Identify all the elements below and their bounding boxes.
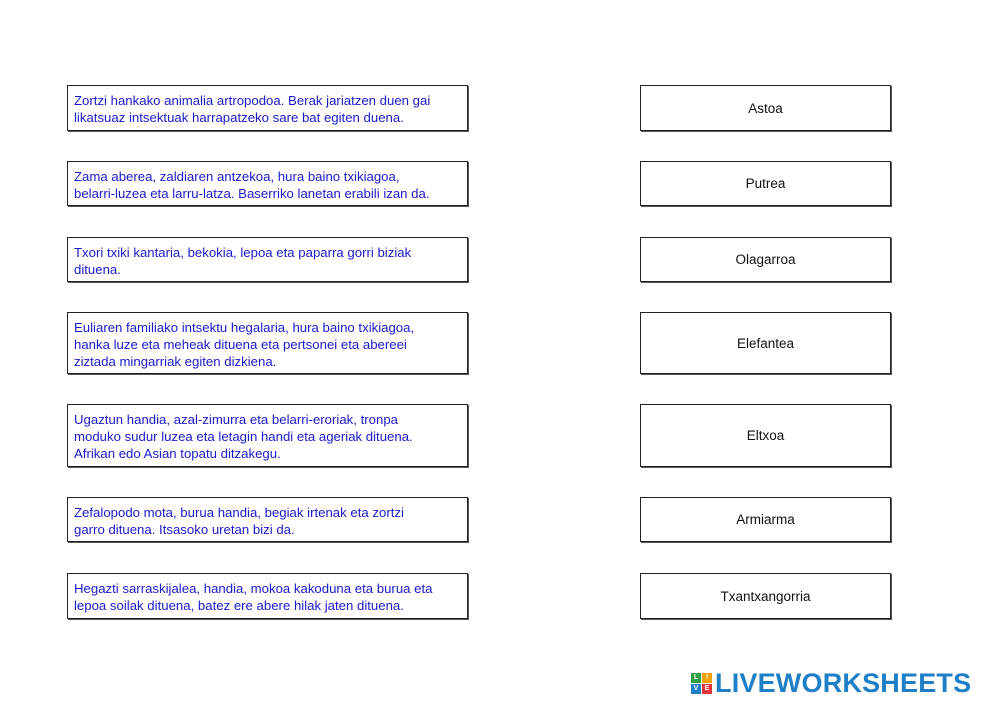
answer-label: Txantxangorria [720,588,811,604]
answer-label: Elefantea [736,335,795,351]
definition-box-6[interactable] [67,497,468,542]
definition-line: moduko sudur luzea eta letagin handi eta ageriak dituena. [74,429,413,444]
logo-text: LIVEWORKSHEETS [715,668,972,698]
definition-line: likatsuaz intsektuak harrapatzeko sare bat egiten duena. [74,110,404,125]
answer-label: Olagarroa [735,252,796,267]
definition-line: Zortzi hankako animalia artropodoa. Berak jariatzen duen gai [74,93,431,108]
definition-line: ziztada mingarriak egiten dizkiena. [74,354,277,369]
answer-box-6[interactable] [640,497,891,542]
logo-mark-letter: V [691,684,701,694]
definition-box-7[interactable] [67,573,468,619]
definition-box-4[interactable] [67,312,468,374]
definition-line: garro dituena. Itsasoko uretan bizi da. [74,522,295,537]
definition-line: Hegazti sarraskijalea, handia, mokoa kakoduna eta burua eta [74,581,433,596]
answer-box-4[interactable] [640,312,891,374]
answer-box-2[interactable] [640,161,891,206]
definition-line: dituena. [74,262,121,277]
definition-line: Euliaren familiako intsektu hegalaria, hura baino txikiagoa, [74,320,415,335]
logo-mark-letter: I [702,673,712,683]
liveworksheets-logo [691,668,971,698]
answer-label: Armiarma [736,512,795,527]
definition-box-2[interactable] [67,161,468,206]
definition-line: Afrikan edo Asian topatu ditzakegu. [74,446,281,461]
logo-mark-icon [691,673,712,694]
answer-box-1[interactable] [640,85,891,131]
definition-line: Zama aberea, zaldiaren antzekoa, hura baino txikiagoa, [74,169,400,184]
logo-mark-letter: L [691,673,701,683]
answer-box-3[interactable] [640,237,891,282]
answer-label: Putrea [745,176,786,191]
definition-line: Ugaztun handia, azal-zimurra eta belarri-eroriak, tronpa [74,412,398,427]
definition-box-5[interactable] [67,404,468,467]
definition-line: hanka luze eta meheak dituena eta pertsonei eta abereei [74,337,407,352]
definition-box-1[interactable] [67,85,468,131]
definition-line: belarri-luzea eta larru-latza. Baserriko lanetan erabili izan da. [74,186,430,201]
logo-mark-letter: E [702,684,712,694]
answer-label: Astoa [748,100,783,116]
definition-line: Txori txiki kantaria, bekokia, lepoa eta paparra gorri biziak [74,245,412,260]
answer-box-5[interactable] [640,404,891,467]
definition-line: Zefalopodo mota, burua handia, begiak irtenak eta zortzi [74,505,404,520]
answer-box-7[interactable] [640,573,891,619]
definition-box-3[interactable] [67,237,468,282]
answer-label: Eltxoa [746,428,785,443]
definition-line: lepoa soilak dituena, batez ere abere hilak jaten dituena. [74,598,404,613]
